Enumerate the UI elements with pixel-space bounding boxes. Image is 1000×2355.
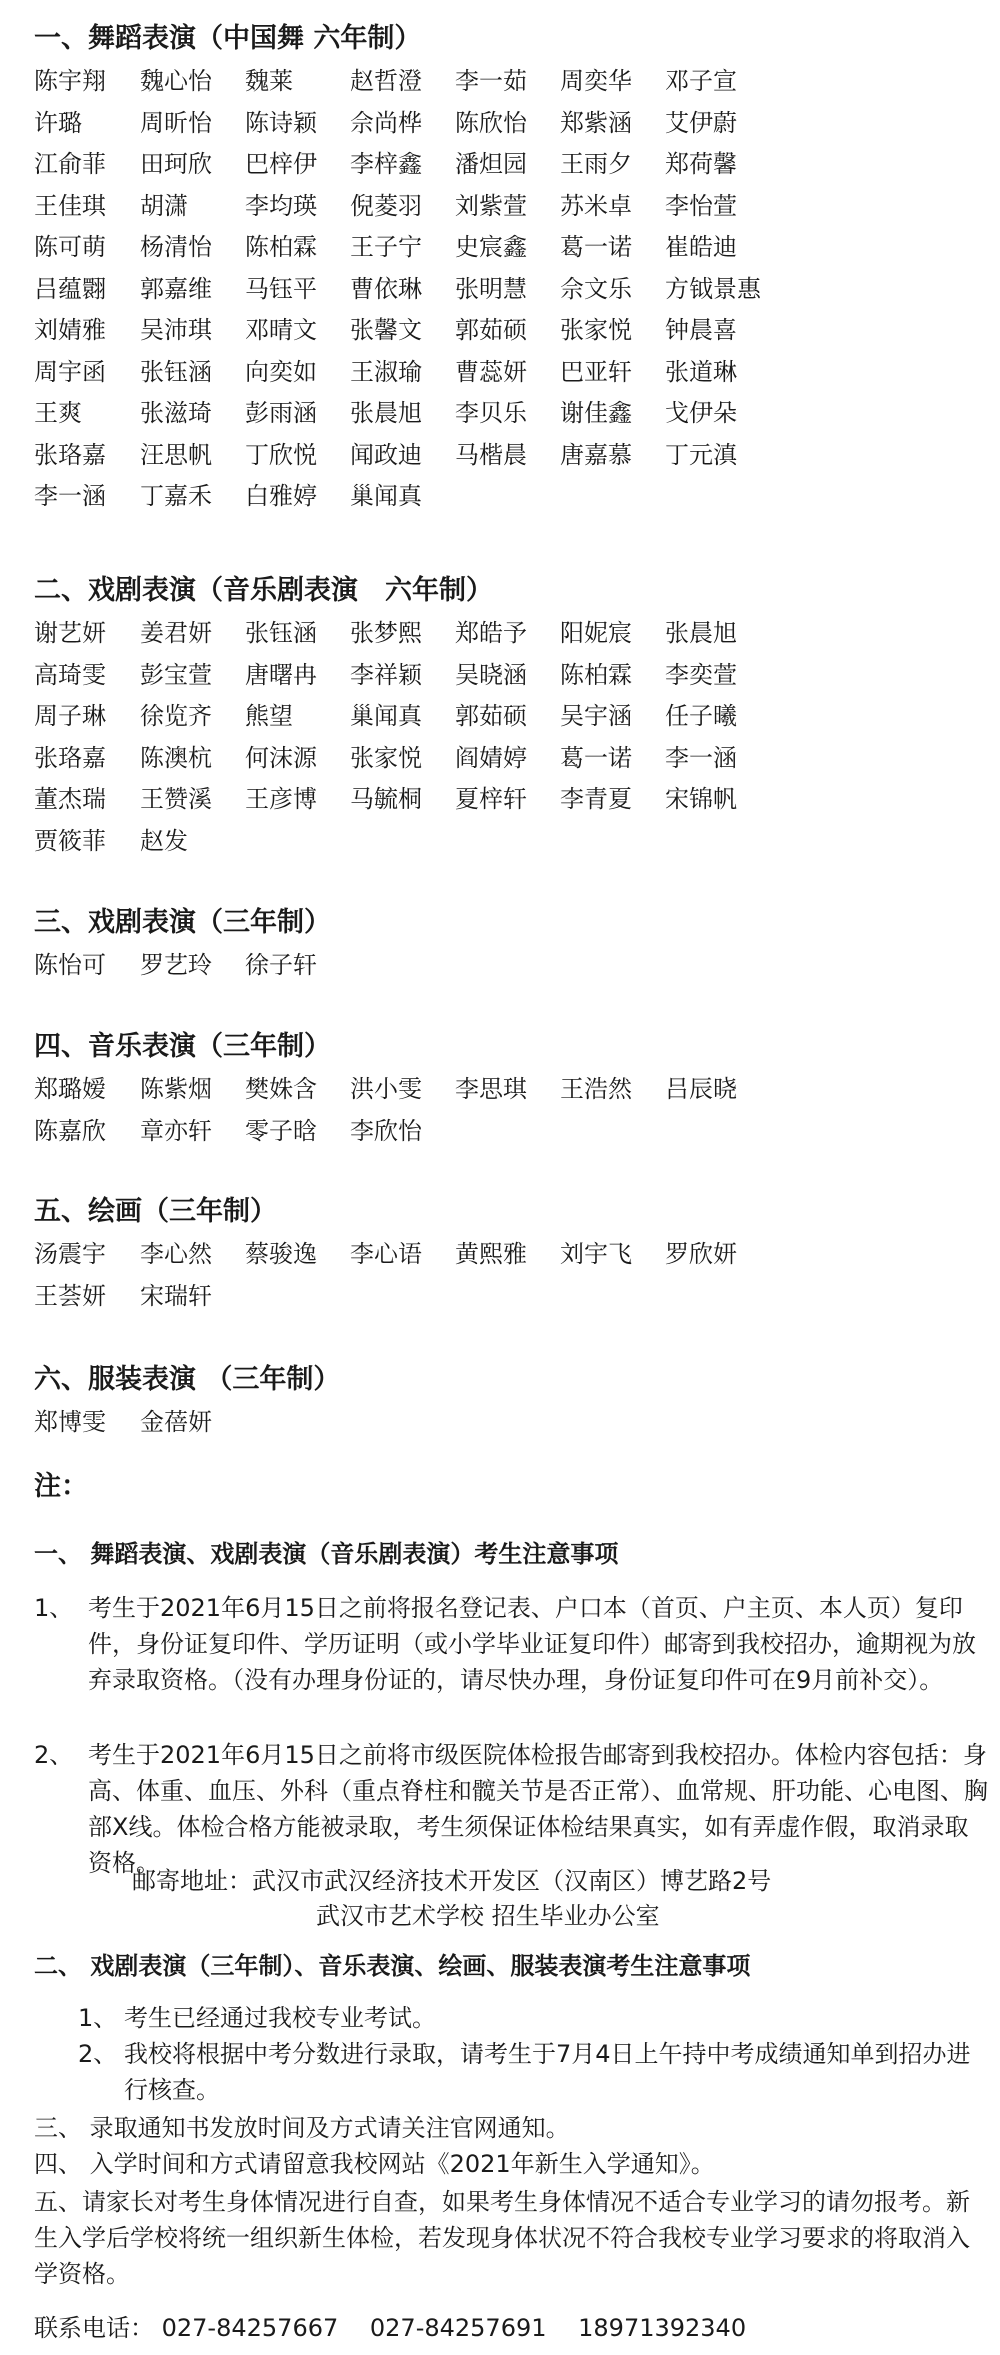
student-name: 唐曙冉 xyxy=(245,660,317,689)
contact-phone: 联系电话： 027-84257667 027-84257691 18971392340 xyxy=(34,2314,747,2342)
item-text: 我校将根据中考分数进行录取，请考生于7月4日上午持中考成绩通知单到招办进行核查。 xyxy=(124,2040,971,2104)
student-name: 吕辰晓 xyxy=(665,1075,737,1103)
student-name: 罗艺玲 xyxy=(140,951,212,979)
student-name: 葛一诺 xyxy=(560,743,632,772)
student-name: 张珞嘉 xyxy=(34,440,106,469)
student-name: 王荟妍 xyxy=(34,1281,106,1310)
mailing-address: 邮寄地址：武汉市武汉经济技术开发区（汉南区）博艺路2号 xyxy=(132,1867,772,1895)
student-name: 熊望 xyxy=(245,702,293,730)
section-title: 五、绘画（三年制） xyxy=(34,1196,277,1227)
student-name: 马钰平 xyxy=(245,274,317,303)
student-name: 阎婧婷 xyxy=(455,743,527,772)
student-name: 陈可萌 xyxy=(34,233,106,261)
student-name: 陈澳杭 xyxy=(140,743,212,772)
student-name: 唐嘉慕 xyxy=(560,440,632,469)
student-name: 邓晴文 xyxy=(245,316,317,344)
item-number: 2、 xyxy=(78,2040,118,2068)
student-name: 洪小雯 xyxy=(350,1075,422,1103)
student-name: 葛一诺 xyxy=(560,233,632,261)
student-name: 马毓桐 xyxy=(350,785,422,813)
student-name: 金蓓妍 xyxy=(140,1408,212,1436)
student-name: 陈怡可 xyxy=(34,951,106,979)
student-name: 丁元滇 xyxy=(665,440,737,469)
student-name: 巴梓伊 xyxy=(245,150,317,178)
student-name: 陈欣怡 xyxy=(455,108,527,137)
student-name: 佘文乐 xyxy=(560,274,632,303)
student-name: 郑皓予 xyxy=(455,619,527,647)
student-name: 任子曦 xyxy=(665,702,737,730)
student-name: 郭嘉维 xyxy=(140,274,212,303)
student-name: 李一涵 xyxy=(34,482,106,510)
student-name: 夏梓轩 xyxy=(455,785,527,813)
student-name: 王赞溪 xyxy=(140,785,212,813)
student-name: 苏米卓 xyxy=(560,191,632,220)
student-name: 杨清怡 xyxy=(140,233,212,261)
student-name: 李思琪 xyxy=(455,1075,527,1103)
student-name: 崔皓迪 xyxy=(665,233,737,261)
student-name: 丁嘉禾 xyxy=(140,482,212,510)
student-name: 王浩然 xyxy=(560,1075,632,1103)
student-name: 吴宇涵 xyxy=(560,702,632,730)
student-name: 张家悦 xyxy=(350,743,422,772)
student-name: 钟晨喜 xyxy=(665,316,737,344)
notes-part1-item xyxy=(34,1590,989,1735)
item-number: 2、 xyxy=(34,1741,74,1769)
notes-part2-title: 二、 戏剧表演（三年制）、音乐表演、绘画、服装表演考生注意事项 xyxy=(34,1952,751,1980)
notes-item-5: 五、请家长对考生身体情况进行自查，如果考生身体情况不适合专业学习的请勿报考。新生入学后学校将统一组织新生体检，若发现身体状况不符合我校专业学习要求的将取消入学资格。 xyxy=(34,2188,970,2288)
student-name: 周昕怡 xyxy=(140,108,212,137)
section-title: 一、舞蹈表演（中国舞 六年制） xyxy=(34,23,422,54)
student-name: 史宸鑫 xyxy=(455,233,527,261)
student-name: 向奕如 xyxy=(245,357,317,386)
student-name: 陈嘉欣 xyxy=(34,1116,106,1145)
student-name: 彭雨涵 xyxy=(245,399,317,427)
student-name: 樊姝含 xyxy=(245,1075,317,1103)
student-name: 巴亚轩 xyxy=(560,357,632,386)
student-name: 周奕华 xyxy=(560,67,632,95)
student-name: 吕蕴翾 xyxy=(34,274,106,303)
notes-part2-item xyxy=(78,2036,988,2110)
student-name: 王爽 xyxy=(34,399,82,427)
student-name: 郭茹硕 xyxy=(455,316,527,344)
student-name: 刘宇飞 xyxy=(560,1240,632,1268)
student-name: 巢闻真 xyxy=(350,702,422,730)
student-name: 张道琳 xyxy=(665,357,737,386)
student-name: 陈诗颖 xyxy=(245,108,317,137)
student-name: 姜君妍 xyxy=(140,619,212,647)
student-name: 方钺景惠 xyxy=(665,274,761,303)
student-name: 周宇函 xyxy=(34,357,106,386)
student-name: 郑博雯 xyxy=(34,1408,106,1436)
student-name: 董杰瑞 xyxy=(34,785,106,813)
notes-item-4: 四、 入学时间和方式请留意我校网站《2021年新生入学通知》。 xyxy=(34,2150,715,2178)
student-name: 王子宁 xyxy=(350,233,422,261)
item-number: 1、 xyxy=(78,2004,118,2032)
student-name: 郭茹硕 xyxy=(455,702,527,730)
student-name: 巢闻真 xyxy=(350,482,422,510)
student-name: 罗欣妍 xyxy=(665,1240,737,1268)
student-name: 潘炟园 xyxy=(455,150,527,178)
student-name: 李心语 xyxy=(350,1240,422,1268)
student-name: 王彦博 xyxy=(245,785,317,813)
student-name: 李心然 xyxy=(140,1240,212,1268)
student-name: 周子琳 xyxy=(34,702,106,730)
student-name: 张馨文 xyxy=(350,316,422,344)
student-name: 章亦轩 xyxy=(140,1116,212,1145)
student-name: 何沫源 xyxy=(245,743,317,772)
student-name: 闻政迪 xyxy=(350,440,422,469)
notes-part1-title: 一、 舞蹈表演、戏剧表演（音乐剧表演）考生注意事项 xyxy=(34,1540,619,1568)
student-name: 陈紫烟 xyxy=(140,1075,212,1103)
student-name: 张滋琦 xyxy=(140,399,212,427)
student-name: 零子晗 xyxy=(245,1116,317,1145)
section-title: 四、音乐表演（三年制） xyxy=(34,1031,331,1062)
student-name: 宋瑞轩 xyxy=(140,1281,212,1310)
student-name: 赵发 xyxy=(140,826,188,855)
student-name: 陈柏霖 xyxy=(245,233,317,261)
student-name: 李祥颖 xyxy=(350,660,422,689)
student-name: 阳妮宸 xyxy=(560,619,632,647)
section-title: 六、服装表演 （三年制） xyxy=(34,1364,341,1395)
student-name: 曹蕊妍 xyxy=(455,357,527,386)
student-name: 吴沛琪 xyxy=(140,316,212,344)
student-name: 高琦雯 xyxy=(34,660,106,689)
student-name: 郑荷馨 xyxy=(665,150,737,178)
student-name: 宋锦帆 xyxy=(665,785,737,813)
student-name: 陈宇翔 xyxy=(34,67,106,95)
item-number: 1、 xyxy=(34,1594,74,1622)
student-name: 江俞菲 xyxy=(34,150,106,178)
student-name: 张梦熙 xyxy=(350,619,422,647)
student-name: 张珞嘉 xyxy=(34,743,106,772)
item-text: 考生已经通过我校专业考试。 xyxy=(124,2004,436,2032)
item-text: 考生于2021年6月15日之前将市级医院体检报告邮寄到我校招办。体检内容包括：身高、体重、血压、外科（重点脊柱和髋关节是否正常）、血常规、肝功能、心电图、胸部X线。体检合格方能被录取，考生须保证体检结果真实，如有弄虚作假，取消录取资格。 xyxy=(88,1741,988,1877)
student-name: 李梓鑫 xyxy=(350,150,422,178)
item-text: 考生于2021年6月15日之前将报名登记表、户口本（首页、户主页、本人页）复印件，身份证复印件、学历证明（或小学毕业证复印件）邮寄到我校招办，逾期视为放弃录取资格。（没有办理身份证的，请尽快办理，身份证复印件可在9月前补交）。 xyxy=(88,1594,976,1694)
student-name: 田珂欣 xyxy=(140,150,212,178)
student-name: 刘婧雅 xyxy=(34,316,106,344)
student-name: 张晨旭 xyxy=(665,619,737,647)
student-name: 郑紫涵 xyxy=(560,108,632,137)
student-name: 佘尚桦 xyxy=(350,108,422,137)
student-name: 张晨旭 xyxy=(350,399,422,427)
student-name: 黄熙雅 xyxy=(455,1240,527,1268)
student-name: 李均瑛 xyxy=(245,191,317,220)
student-name: 胡潇 xyxy=(140,191,188,220)
student-name: 马楷晨 xyxy=(455,440,527,469)
student-name: 李一涵 xyxy=(665,743,737,772)
student-name: 彭宝萱 xyxy=(140,660,212,689)
student-name: 曹依琳 xyxy=(350,274,422,303)
student-name: 贾筱菲 xyxy=(34,826,106,855)
student-name: 汪思帆 xyxy=(140,440,212,469)
student-name: 张钰涵 xyxy=(245,619,317,647)
student-name: 丁欣悦 xyxy=(245,440,317,469)
notes-part2-item xyxy=(78,2000,988,2036)
student-name: 张明慧 xyxy=(455,274,527,303)
student-name: 艾伊蔚 xyxy=(665,108,737,137)
student-name: 李青夏 xyxy=(560,785,632,813)
student-name: 王佳琪 xyxy=(34,191,106,220)
section-title: 三、戏剧表演（三年制） xyxy=(34,907,331,938)
notes-item-3: 三、 录取通知书发放时间及方式请关注官网通知。 xyxy=(34,2114,570,2142)
section-title: 二、戏剧表演（音乐剧表演 六年制） xyxy=(34,575,493,606)
student-name: 谢佳鑫 xyxy=(560,399,632,427)
student-name: 李贝乐 xyxy=(455,399,527,427)
office-name: 武汉市艺术学校 招生毕业办公室 xyxy=(316,1902,660,1930)
student-name: 李怡萱 xyxy=(665,191,737,220)
notes-label: 注： xyxy=(34,1471,88,1502)
student-name: 张家悦 xyxy=(560,316,632,344)
student-name: 刘紫萱 xyxy=(455,191,527,220)
student-name: 倪菱羽 xyxy=(350,191,422,220)
student-name: 白雅婷 xyxy=(245,482,317,510)
student-name: 郑璐嫒 xyxy=(34,1075,106,1103)
student-name: 魏莱 xyxy=(245,67,293,95)
student-name: 张钰涵 xyxy=(140,357,212,386)
student-name: 戈伊朵 xyxy=(665,399,737,427)
student-name: 王淑瑜 xyxy=(350,357,422,386)
student-name: 汤震宇 xyxy=(34,1240,106,1268)
student-name: 谢艺妍 xyxy=(34,619,106,647)
student-name: 李一茹 xyxy=(455,67,527,95)
student-name: 邓子宣 xyxy=(665,67,737,95)
student-name: 蔡骏逸 xyxy=(245,1240,317,1268)
student-name: 魏心怡 xyxy=(140,67,212,95)
student-name: 吴晓涵 xyxy=(455,660,527,689)
student-name: 徐览齐 xyxy=(140,702,212,730)
student-name: 李奕萱 xyxy=(665,660,737,689)
student-name: 徐子轩 xyxy=(245,951,317,979)
student-name: 陈柏霖 xyxy=(560,660,632,689)
student-name: 李欣怡 xyxy=(350,1116,422,1145)
student-name: 王雨夕 xyxy=(560,150,632,178)
student-name: 赵哲澄 xyxy=(350,67,422,95)
student-name: 许璐 xyxy=(34,108,82,137)
